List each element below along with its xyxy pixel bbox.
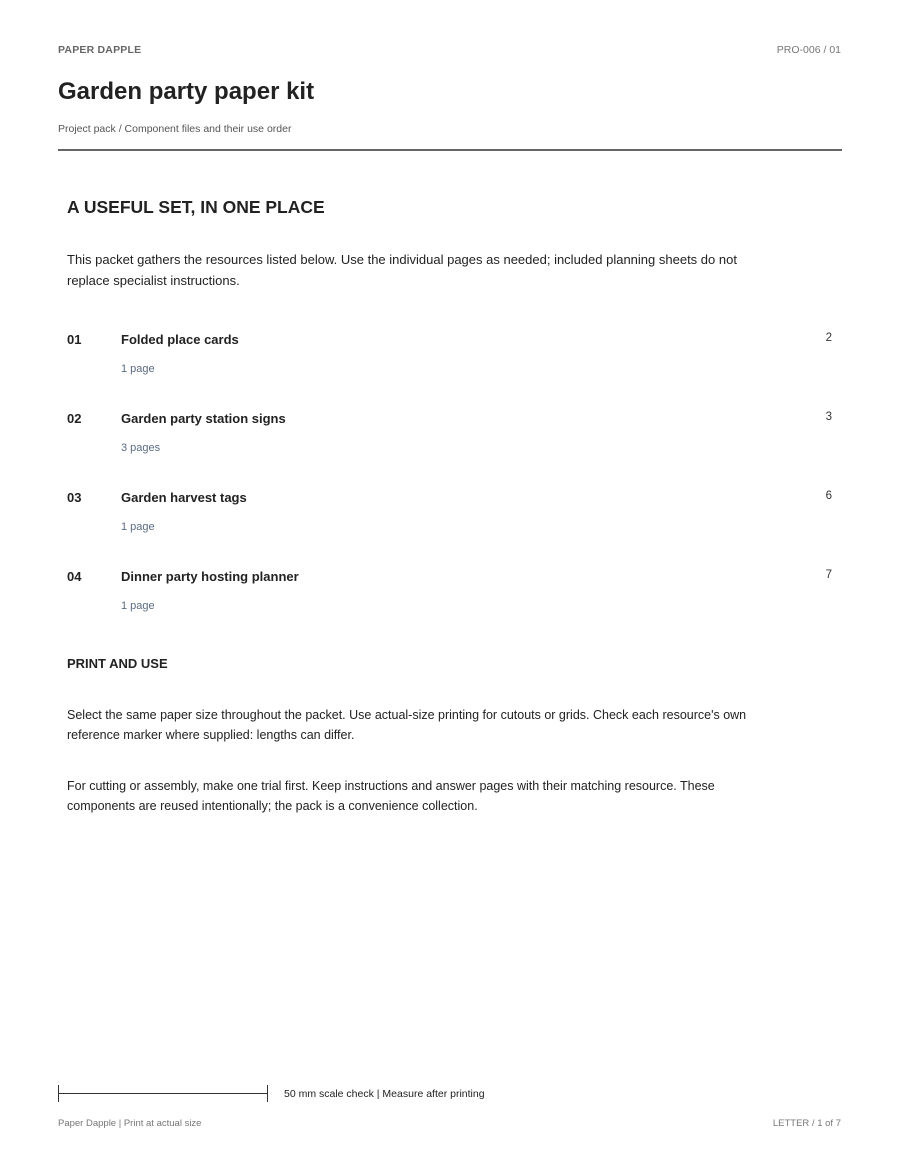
contents-item-title: Dinner party hosting planner bbox=[121, 569, 299, 584]
contents-item-meta: 1 page bbox=[121, 600, 155, 612]
print-use-heading: PRINT AND USE bbox=[67, 656, 168, 671]
contents-item-title: Folded place cards bbox=[121, 332, 239, 347]
print-use-paragraph: Select the same paper size throughout the packet. Use actual-size printing for cutouts or grids. Check each resource's own reference marker where supplied: lengths can differ. bbox=[67, 708, 747, 742]
scale-check-bar bbox=[58, 1084, 268, 1104]
print-use-paragraph: For cutting or assembly, make one trial first. Keep instructions and answer pages with their matching resource. These components are reused intentionally; the pack is a convenience collection. bbox=[67, 779, 715, 813]
contents-item-meta: 3 pages bbox=[121, 442, 161, 454]
document-code: PRO-006 / 01 bbox=[776, 44, 841, 56]
intro-paragraph: This packet gathers the resources listed below. Use the individual pages as needed; included planning sheets do not replace specialist instructions. bbox=[67, 252, 737, 288]
contents-item-number: 02 bbox=[67, 411, 82, 426]
contents-item-title: Garden harvest tags bbox=[121, 490, 247, 505]
contents-item-title: Garden party station signs bbox=[121, 411, 286, 426]
contents-item bbox=[67, 490, 842, 550]
brand-name: PAPER DAPPLE bbox=[58, 44, 142, 56]
page-subtitle: Project pack / Component files and their use order bbox=[58, 123, 292, 135]
page-title: Garden party paper kit bbox=[58, 78, 315, 105]
contents-item bbox=[67, 411, 842, 471]
contents-item-number: 03 bbox=[67, 490, 82, 505]
scale-check-label: 50 mm scale check | Measure after printing bbox=[284, 1088, 485, 1100]
footer-page-indicator: LETTER / 1 of 7 bbox=[772, 1118, 841, 1129]
section-heading: A USEFUL SET, IN ONE PLACE bbox=[67, 197, 325, 217]
footer-left-text: Paper Dapple | Print at actual size bbox=[58, 1118, 202, 1129]
contents-item-page: 3 bbox=[825, 411, 832, 423]
contents-item-number: 01 bbox=[67, 332, 82, 347]
contents-item bbox=[67, 569, 842, 629]
contents-item-page: 2 bbox=[825, 332, 832, 344]
header-divider bbox=[58, 149, 842, 151]
scale-line bbox=[58, 1093, 268, 1094]
contents-item-page: 6 bbox=[825, 490, 832, 502]
scale-tick-start bbox=[58, 1085, 59, 1102]
contents-item-number: 04 bbox=[67, 569, 82, 584]
contents-item bbox=[67, 332, 842, 392]
contents-item-page: 7 bbox=[825, 569, 832, 581]
contents-item-meta: 1 page bbox=[121, 363, 155, 375]
scale-tick-end bbox=[267, 1085, 268, 1102]
contents-item-meta: 1 page bbox=[121, 521, 155, 533]
